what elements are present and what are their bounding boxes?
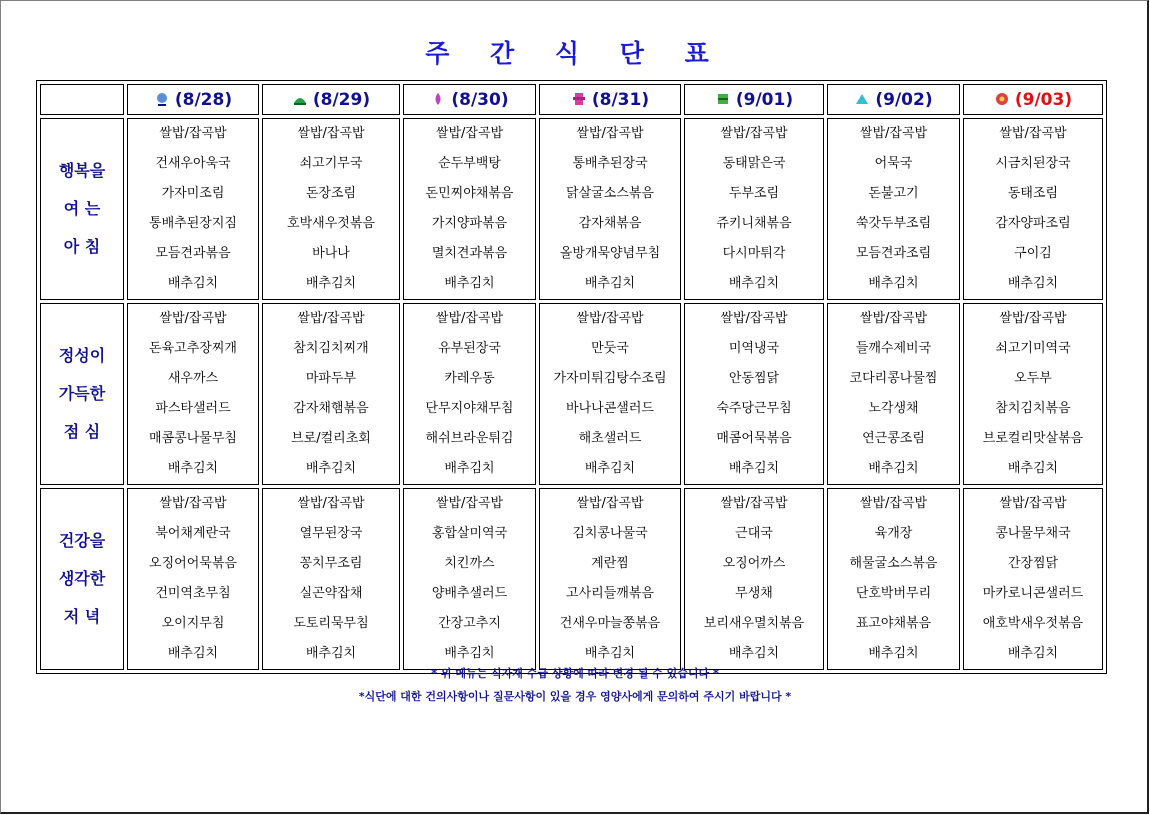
menu-item: 배추김치 bbox=[167, 276, 219, 291]
meal-label-line: 점 심 bbox=[63, 422, 101, 441]
menu-item: 쌀밥/잡곡밥 bbox=[435, 496, 504, 511]
day-label: (8/28) bbox=[174, 89, 233, 110]
menu-item: 감자채볶음 bbox=[578, 216, 642, 231]
sunday-icon bbox=[994, 91, 1010, 107]
thursday-icon bbox=[571, 91, 587, 107]
menu-item: 만둣국 bbox=[591, 341, 629, 356]
meal-label-lunch bbox=[40, 303, 124, 485]
menu-item: 건미역초무침 bbox=[155, 586, 231, 601]
day-header-mon bbox=[127, 84, 259, 115]
meal-label-line: 저 녁 bbox=[63, 607, 101, 626]
menu-item: 브로/컬리초회 bbox=[291, 431, 371, 446]
menu-item: 단무지야채무침 bbox=[425, 401, 514, 416]
day-header-fri bbox=[684, 84, 824, 115]
menu-item: 참치김치볶음 bbox=[995, 401, 1071, 416]
meal-label-line: 정성이 bbox=[58, 346, 106, 365]
menu-item: 쌀밥/잡곡밥 bbox=[435, 126, 504, 141]
menu-item: 배추김치 bbox=[728, 461, 780, 476]
notice-menu-change: * 위 메뉴는 식자재 수급 상황에 따라 변경 될 수 있습니다 * bbox=[431, 667, 719, 680]
menu-cell bbox=[963, 488, 1103, 670]
menu-item: 쥬키니채볶음 bbox=[716, 216, 792, 231]
menu-item: 배추김치 bbox=[444, 461, 495, 476]
menu-item: 해초샐러드 bbox=[578, 431, 642, 446]
menu-cell bbox=[827, 303, 960, 485]
meal-label-line: 생각한 bbox=[58, 569, 106, 588]
menu-item: 모듬견과조림 bbox=[855, 246, 932, 261]
menu-item: 가자미튀김탕수조림 bbox=[553, 371, 667, 386]
menu-item: 올방개묵양념무침 bbox=[559, 246, 661, 261]
menu-item: 열무된장국 bbox=[299, 526, 363, 541]
menu-item: 쌀밥/잡곡밥 bbox=[859, 496, 928, 511]
menu-item: 고사리들깨볶음 bbox=[566, 586, 654, 601]
menu-item: 감자양파조림 bbox=[995, 216, 1071, 231]
menu-item: 쌀밥/잡곡밥 bbox=[999, 126, 1067, 141]
menu-cell bbox=[963, 303, 1103, 485]
menu-item: 보리새우멸치볶음 bbox=[703, 616, 805, 631]
menu-item: 배추김치 bbox=[584, 461, 636, 476]
corner-cell bbox=[40, 84, 124, 115]
menu-item: 멸치견과볶음 bbox=[431, 246, 508, 261]
menu-item: 숙주당근무침 bbox=[716, 401, 792, 416]
menu-item: 동태맑은국 bbox=[722, 156, 786, 171]
menu-item: 미역냉국 bbox=[728, 341, 780, 356]
menu-item: 카레우동 bbox=[444, 371, 495, 386]
menu-item: 쌀밥/잡곡밥 bbox=[859, 126, 928, 141]
menu-item: 쌀밥/잡곡밥 bbox=[159, 311, 227, 326]
day-header-wed bbox=[403, 84, 536, 115]
menu-item: 해물굴소스볶음 bbox=[849, 556, 938, 571]
monday-icon bbox=[154, 91, 170, 107]
day-label: (8/30) bbox=[451, 89, 509, 110]
menu-item: 배추김치 bbox=[444, 276, 495, 291]
menu-item: 연근콩조림 bbox=[862, 431, 925, 446]
menu-item: 감자채햄볶음 bbox=[293, 401, 369, 416]
menu-item: 배추김치 bbox=[444, 646, 495, 661]
menu-cell bbox=[539, 118, 681, 300]
meal-label-breakfast bbox=[40, 118, 124, 300]
menu-item: 돈불고기 bbox=[868, 186, 919, 201]
menu-item: 새우까스 bbox=[167, 371, 219, 386]
menu-item: 배추김치 bbox=[868, 646, 919, 661]
page-title: 주 간 식 단 표 bbox=[425, 39, 725, 68]
menu-item: 돈민찌야채볶음 bbox=[425, 186, 514, 201]
menu-item: 건새우마늘쫑볶음 bbox=[559, 616, 661, 631]
menu-item: 쌀밥/잡곡밥 bbox=[297, 496, 365, 511]
menu-item: 바나나콘샐러드 bbox=[566, 401, 654, 416]
menu-item: 쌀밥/잡곡밥 bbox=[435, 311, 504, 326]
menu-item: 배추김치 bbox=[868, 276, 919, 291]
menu-item: 다시마튀각 bbox=[722, 246, 786, 261]
menu-item: 배추김치 bbox=[1007, 461, 1059, 476]
menu-item: 배추김치 bbox=[584, 276, 636, 291]
day-label: (8/29) bbox=[312, 89, 371, 110]
menu-item: 돈장조림 bbox=[305, 186, 357, 201]
meal-label-line: 가득한 bbox=[58, 384, 106, 403]
menu-item: 쇠고기미역국 bbox=[995, 341, 1071, 356]
day-label: (9/01) bbox=[735, 89, 794, 110]
menu-item: 배추김치 bbox=[167, 461, 219, 476]
menu-item: 마카로니콘샐러드 bbox=[982, 586, 1084, 601]
menu-item: 쌀밥/잡곡밥 bbox=[297, 311, 365, 326]
menu-item: 김치콩나물국 bbox=[572, 526, 648, 541]
menu-item: 오징어까스 bbox=[722, 556, 786, 571]
menu-item: 배추김치 bbox=[305, 461, 357, 476]
menu-item: 돈육고추장찌개 bbox=[149, 341, 237, 356]
menu-item: 가지양파볶음 bbox=[431, 216, 508, 231]
menu-cell bbox=[963, 118, 1103, 300]
menu-item: 배추김치 bbox=[305, 276, 357, 291]
menu-cell bbox=[127, 488, 259, 670]
menu-item: 동태조림 bbox=[1007, 186, 1059, 201]
meal-row-breakfast bbox=[40, 118, 1103, 300]
menu-item: 배추김치 bbox=[584, 646, 636, 661]
menu-item: 두부조림 bbox=[728, 186, 780, 201]
menu-item: 쌀밥/잡곡밥 bbox=[576, 311, 644, 326]
notice-inquiry: *식단에 대한 건의사항이나 질문사항이 있을 경우 영양사에게 문의하여 주시기 바랍니다 * bbox=[358, 690, 792, 703]
menu-item: 쌀밥/잡곡밥 bbox=[859, 311, 928, 326]
menu-cell bbox=[539, 488, 681, 670]
menu-item: 홍합살미역국 bbox=[431, 526, 508, 541]
menu-item: 쌀밥/잡곡밥 bbox=[297, 126, 365, 141]
menu-item: 쌀밥/잡곡밥 bbox=[720, 496, 788, 511]
menu-item: 애호박새우젓볶음 bbox=[982, 616, 1084, 631]
menu-item: 쇠고기무국 bbox=[299, 156, 363, 171]
menu-cell bbox=[262, 488, 400, 670]
menu-item: 건새우아욱국 bbox=[155, 156, 231, 171]
menu-item: 배추김치 bbox=[728, 276, 780, 291]
day-header-tue bbox=[262, 84, 400, 115]
menu-item: 오징어어묵볶음 bbox=[149, 556, 237, 571]
meal-row-dinner bbox=[40, 488, 1103, 670]
menu-item: 양배추샐러드 bbox=[431, 586, 508, 601]
tuesday-icon bbox=[292, 91, 308, 107]
menu-item: 배추김치 bbox=[305, 646, 357, 661]
menu-item: 표고야채볶음 bbox=[855, 616, 932, 631]
menu-cell bbox=[127, 303, 259, 485]
menu-cell bbox=[262, 303, 400, 485]
day-label: (9/02) bbox=[875, 89, 933, 110]
menu-item: 안동찜닭 bbox=[728, 371, 780, 386]
menu-item: 실곤약잡채 bbox=[299, 586, 363, 601]
menu-cell bbox=[403, 303, 536, 485]
menu-cell bbox=[262, 118, 400, 300]
menu-item: 배추김치 bbox=[1007, 646, 1059, 661]
header-row bbox=[40, 84, 1103, 115]
menu-item: 쌀밥/잡곡밥 bbox=[576, 126, 644, 141]
menu-item: 유부된장국 bbox=[438, 341, 501, 356]
menu-item: 쌀밥/잡곡밥 bbox=[720, 126, 788, 141]
menu-item: 쌀밥/잡곡밥 bbox=[999, 496, 1067, 511]
wednesday-icon bbox=[430, 91, 446, 107]
menu-item: 북어채계란국 bbox=[155, 526, 231, 541]
menu-item: 간장찜닭 bbox=[1007, 556, 1059, 571]
meal-label-dinner bbox=[40, 488, 124, 670]
menu-cell bbox=[827, 488, 960, 670]
menu-item: 간장고추지 bbox=[438, 616, 501, 631]
meal-row-lunch bbox=[40, 303, 1103, 485]
menu-item: 꽁치무조림 bbox=[299, 556, 363, 571]
menu-item: 순두부백탕 bbox=[438, 156, 501, 171]
menu-item: 닭살굴소스볶음 bbox=[566, 186, 654, 201]
day-label: (8/31) bbox=[591, 89, 650, 110]
menu-item: 시금치된장국 bbox=[995, 156, 1071, 171]
menu-item: 구이김 bbox=[1014, 246, 1052, 261]
menu-item: 배추김치 bbox=[167, 646, 219, 661]
menu-item: 배추김치 bbox=[868, 461, 919, 476]
menu-item: 쌀밥/잡곡밥 bbox=[720, 311, 788, 326]
menu-item: 바나나 bbox=[312, 246, 350, 261]
menu-item: 쑥갓두부조림 bbox=[855, 216, 932, 231]
menu-cell bbox=[827, 118, 960, 300]
saturday-icon bbox=[854, 91, 870, 107]
menu-item: 통배추된장지짐 bbox=[149, 216, 237, 231]
menu-cell bbox=[684, 118, 824, 300]
menu-item: 해쉬브라운튀김 bbox=[425, 431, 514, 446]
menu-item: 오이지무침 bbox=[161, 616, 225, 631]
menu-item: 무생채 bbox=[735, 586, 773, 601]
menu-cell bbox=[403, 118, 536, 300]
friday-icon bbox=[715, 91, 731, 107]
menu-cell bbox=[403, 488, 536, 670]
meal-label-line: 행복을 bbox=[58, 161, 106, 180]
menu-item: 오두부 bbox=[1014, 371, 1052, 386]
menu-item: 코다리콩나물찜 bbox=[849, 371, 938, 386]
menu-item: 쌀밥/잡곡밥 bbox=[159, 126, 227, 141]
meal-label-line: 여 는 bbox=[63, 199, 101, 218]
menu-item: 가자미조림 bbox=[161, 186, 225, 201]
menu-item: 쌀밥/잡곡밥 bbox=[576, 496, 644, 511]
menu-item: 노각생채 bbox=[868, 401, 919, 416]
meal-label-line: 아 침 bbox=[63, 237, 101, 256]
day-header-sun bbox=[963, 84, 1103, 115]
menu-item: 치킨까스 bbox=[444, 556, 495, 571]
menu-item: 육개장 bbox=[874, 526, 913, 541]
weekly-menu-table bbox=[36, 80, 1107, 674]
menu-item: 어묵국 bbox=[874, 156, 913, 171]
menu-item: 브로컬리맛살볶음 bbox=[982, 431, 1084, 446]
menu-cell bbox=[127, 118, 259, 300]
menu-item: 계란찜 bbox=[591, 556, 629, 571]
menu-item: 모듬견과볶음 bbox=[155, 246, 231, 261]
day-header-sat bbox=[827, 84, 960, 115]
menu-item: 배추김치 bbox=[728, 646, 780, 661]
menu-item: 호박새우젓볶음 bbox=[287, 216, 375, 231]
menu-item: 단호박버무리 bbox=[855, 586, 932, 601]
menu-item: 매콤어묵볶음 bbox=[716, 431, 792, 446]
menu-item: 마파두부 bbox=[305, 371, 357, 386]
menu-item: 통배추된장국 bbox=[572, 156, 648, 171]
menu-cell bbox=[684, 488, 824, 670]
menu-item: 배추김치 bbox=[1007, 276, 1059, 291]
menu-item: 도토리묵무침 bbox=[293, 616, 369, 631]
menu-cell bbox=[684, 303, 824, 485]
menu-item: 근대국 bbox=[735, 526, 773, 541]
menu-item: 파스타샐러드 bbox=[155, 401, 231, 416]
menu-item: 참치김치찌개 bbox=[293, 341, 369, 356]
menu-item: 콩나물무채국 bbox=[995, 526, 1071, 541]
menu-item: 쌀밥/잡곡밥 bbox=[159, 496, 227, 511]
menu-cell bbox=[539, 303, 681, 485]
day-header-thu bbox=[539, 84, 681, 115]
menu-item: 들깨수제비국 bbox=[855, 341, 932, 356]
menu-item: 매콤콩나물무침 bbox=[149, 431, 237, 446]
meal-label-line: 건강을 bbox=[58, 531, 106, 550]
day-label: (9/03) bbox=[1014, 89, 1073, 110]
menu-item: 쌀밥/잡곡밥 bbox=[999, 311, 1067, 326]
